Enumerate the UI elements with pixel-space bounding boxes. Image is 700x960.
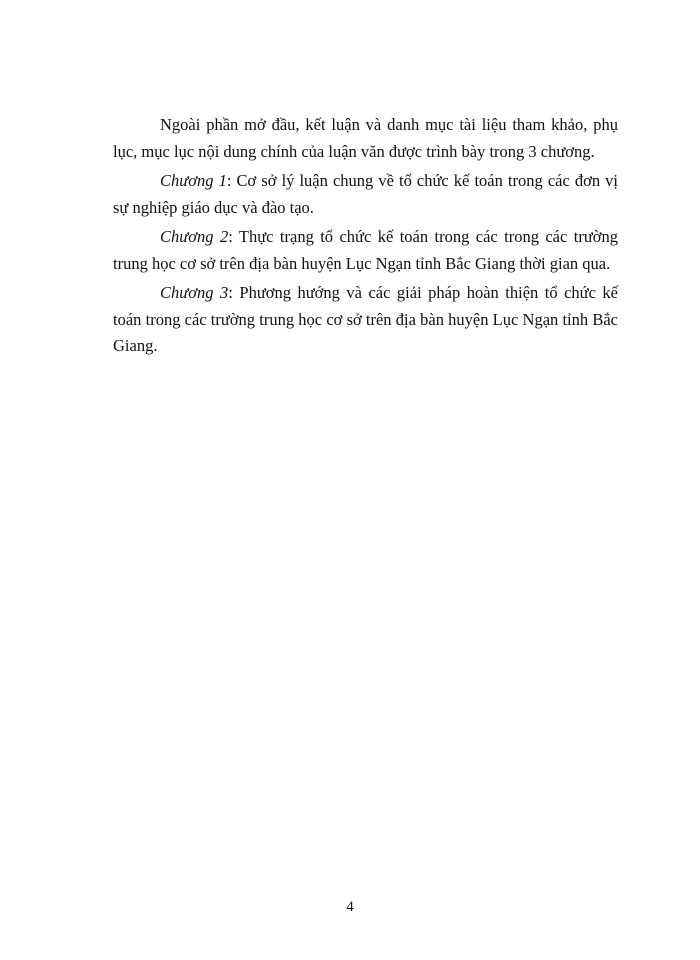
intro-paragraph: Ngoài phần mở đầu, kết luận và danh mục tài liệu tham khảo, phụ lục, mục lục nội dung chính của luận văn được trình bày trong 3 chương. bbox=[113, 115, 618, 161]
chapter-1-text: : Cơ sở lý luận chung về tổ chức kế toán trong các đơn vị sự nghiệp giáo dục và đào tạo. bbox=[113, 171, 618, 217]
chapter-2-text: : Thực trạng tổ chức kế toán trong các trong các trường trung học cơ sở trên địa bàn huyện Lục Ngạn tỉnh Bắc Giang thời gian qua. bbox=[113, 227, 618, 273]
chapter-3-text: : Phương hướng và các giải pháp hoàn thiện tổ chức kế toán trong các trường trung học cơ sở trên địa bàn huyện Lục Ngạn tỉnh Bắc Giang. bbox=[113, 283, 618, 355]
chapter-3-paragraph bbox=[113, 280, 618, 360]
chapter-2-paragraph bbox=[113, 224, 618, 277]
chapter-3-label: Chương 3 bbox=[160, 283, 229, 302]
body-text bbox=[113, 112, 618, 363]
page-number: 4 bbox=[346, 899, 354, 915]
chapter-1-paragraph bbox=[113, 168, 618, 221]
chapter-2-label: Chương 2 bbox=[160, 227, 229, 246]
chapter-1-label: Chương 1 bbox=[160, 171, 227, 190]
